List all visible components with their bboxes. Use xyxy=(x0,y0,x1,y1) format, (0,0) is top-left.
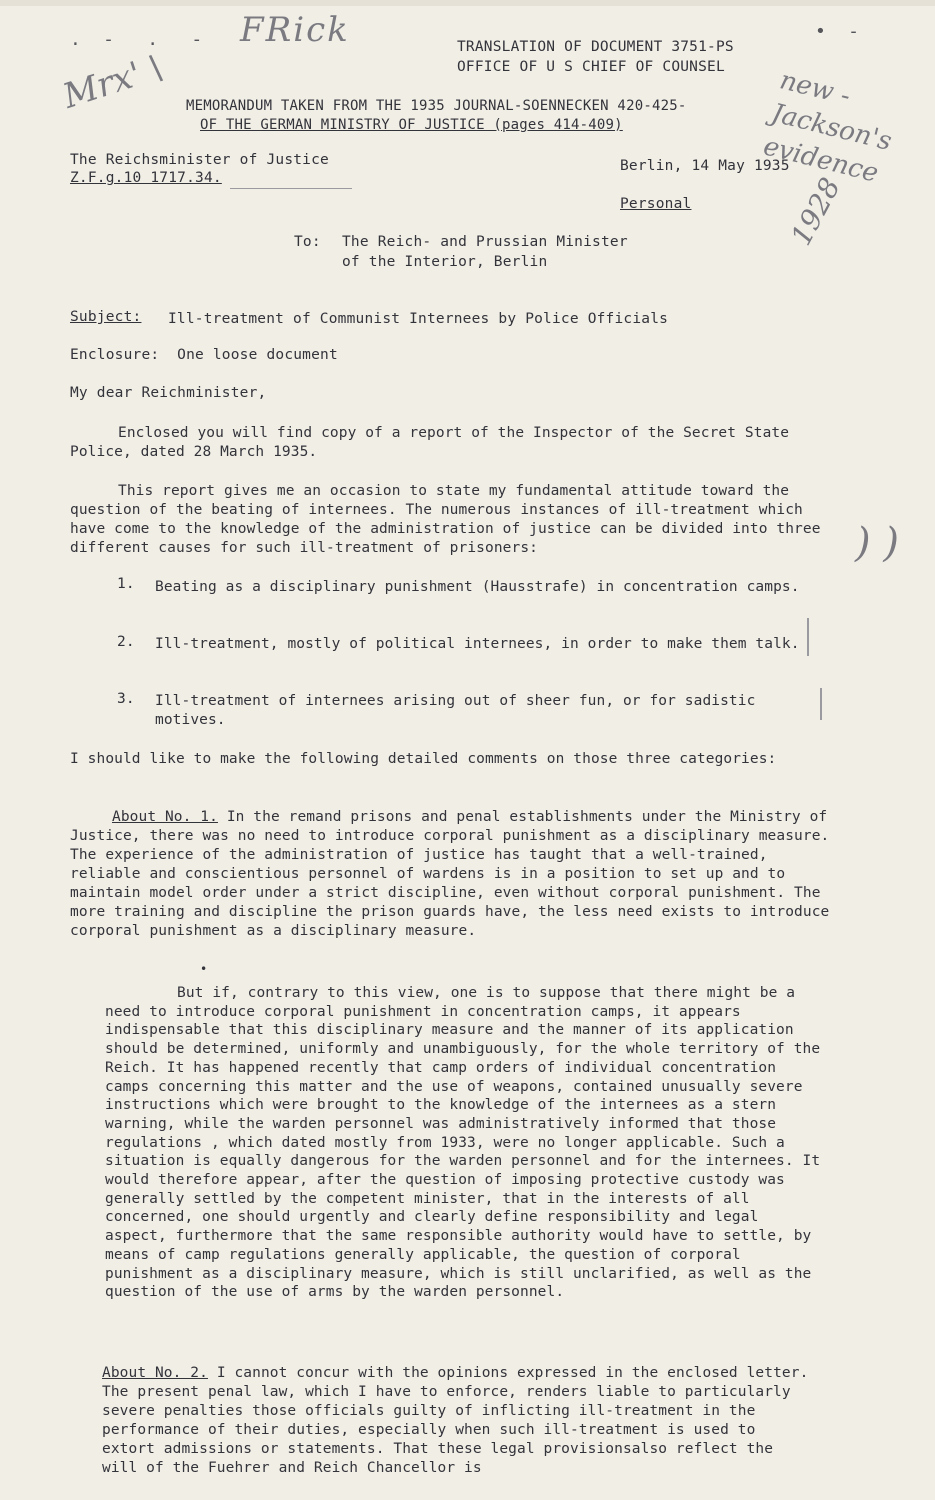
translation-header-line2: OFFICE OF U S CHIEF OF COUNSEL xyxy=(457,59,725,75)
paragraph-report: Enclosed you will find copy of a report of the Inspector of the Secret State Police, dated 28 March 1935. xyxy=(70,425,790,460)
handwritten-number: 1928 xyxy=(784,172,847,251)
paragraph-but-if: But if, contrary to this view, one is to suppose that there might be a need to introduce corporal punishment in concentration camps, it appears indispensable that this disciplinary measure and the manner of its application should be determined, uniformly and unambiguously, for the whole territory of the Reich. It has happened recently that camp orders of individual concentration camps concerning this matter and the use of weapons, contained unusually severe instructions which were brought to the knowledge of the internees as a stern warning, while the warden personnel was administratively informed that those regulations , which dated mostly from 1933, were no longer applicable. Such a situation is equally dangerous for the warden personnel and for the internees. It would therefore appear, after the question of imposing protective custody was generally settled by the competent minister, that in the interests of all concerned, one should urgently and clearly define responsibility and legal aspect, furthermore that the same responsible authority would have to settle, by means of camp regulations generally applicable, the question of corporal punishment as a disciplinary measure, which is still unclarified, as well as the question of the use of arms by the warden personnel. xyxy=(105,985,821,1301)
memo-title-line2: OF THE GERMAN MINISTRY OF JUSTICE (pages 414-409) xyxy=(200,117,623,133)
handwritten-margin-note: new - Jackson's evidence xyxy=(760,65,895,189)
sender-line1: The Reichsminister of Justice xyxy=(70,152,329,168)
memo-title-line1: MEMORANDUM TAKEN FROM THE 1935 JOURNAL-SOENNECKEN 420-425- xyxy=(186,98,687,114)
personal-label: Personal xyxy=(620,196,692,212)
list-item-3-number: 3. xyxy=(117,691,135,707)
list-item-1-text: Beating as a disciplinary punishment (Hausstrafe) in concentration camps. xyxy=(155,579,800,595)
about-2-label: About No. 2. xyxy=(102,1365,208,1381)
list-item-2-number: 2. xyxy=(117,634,135,650)
corner-marks: • - xyxy=(815,21,860,42)
list-item-3-text: Ill-treatment of internees arising out of sheer fun, or for sadistic motives. xyxy=(155,693,756,728)
margin-bar-1 xyxy=(807,618,809,656)
paragraph-comments-intro: I should like to make the following detailed comments on those three categories: xyxy=(70,751,777,767)
paragraph-about-2 xyxy=(102,1364,812,1478)
margin-bar-2 xyxy=(820,688,822,720)
bullet-dot: • xyxy=(200,962,208,976)
sender-rule xyxy=(230,188,352,189)
to-line1: The Reich- and Prussian Minister xyxy=(342,234,628,250)
place-date: Berlin, 14 May 1935 xyxy=(620,158,790,174)
scan-edge xyxy=(0,0,935,6)
punch-marks: . - . - xyxy=(70,29,203,50)
about-1-text: In the remand prisons and penal establishments under the Ministry of Justice, there was no need to introduce corporal punishment as a disciplinary measure. The experience of the administration of justice has taught that a well-trained, reliable and conscientious personnel of wardens is in a position to set up and to maintain model order under a strict discipline, even without corporal punishment. The more training and discipline the prison guards have, the less need exists to introduce corporal punishment as a disciplinary measure. xyxy=(70,809,830,939)
list-item-2-text: Ill-treatment, mostly of political internees, in order to make them talk. xyxy=(155,636,800,652)
to-label: To: xyxy=(294,234,321,250)
subject-text: Ill-treatment of Communist Internees by Police Officials xyxy=(168,311,669,327)
salutation: My dear Reichminister, xyxy=(70,385,267,401)
list-item-1-number: 1. xyxy=(117,576,135,592)
margin-scribble: ) ) xyxy=(855,520,899,566)
handwritten-frick: FRick xyxy=(240,10,350,50)
about-1-label: About No. 1. xyxy=(112,809,218,825)
sender-line2: Z.F.g.10 1717.34. xyxy=(70,170,222,186)
enclosure: Enclosure: One loose document xyxy=(70,347,338,363)
translation-header-line1: TRANSLATION OF DOCUMENT 3751-PS xyxy=(457,39,734,55)
subject-label: Subject: xyxy=(70,309,142,325)
about-2-text: I cannot concur with the opinions expressed in the enclosed letter. The present penal law, which I have to enforce, renders liable to particularly severe penalties those officials guilty of inflicting ill-treatment in the performance of their duties, especially when such ill-treatment is used to extort admissions or statements. That these legal provisionsalso reflect the will of the Fuehrer and Reich Chancellor is xyxy=(102,1365,809,1476)
paragraph-about-1 xyxy=(70,808,832,941)
handwritten-top-left: Mrx' \ xyxy=(58,47,168,117)
paragraph-attitude: This report gives me an occasion to state my fundamental attitude toward the question of the beating of internees. The numerous instances of ill-treatment which have come to the knowledge of the administration of justice can be divided into three different causes for such ill-treatment of prisoners: xyxy=(70,483,821,556)
to-line2: of the Interior, Berlin xyxy=(342,254,548,270)
